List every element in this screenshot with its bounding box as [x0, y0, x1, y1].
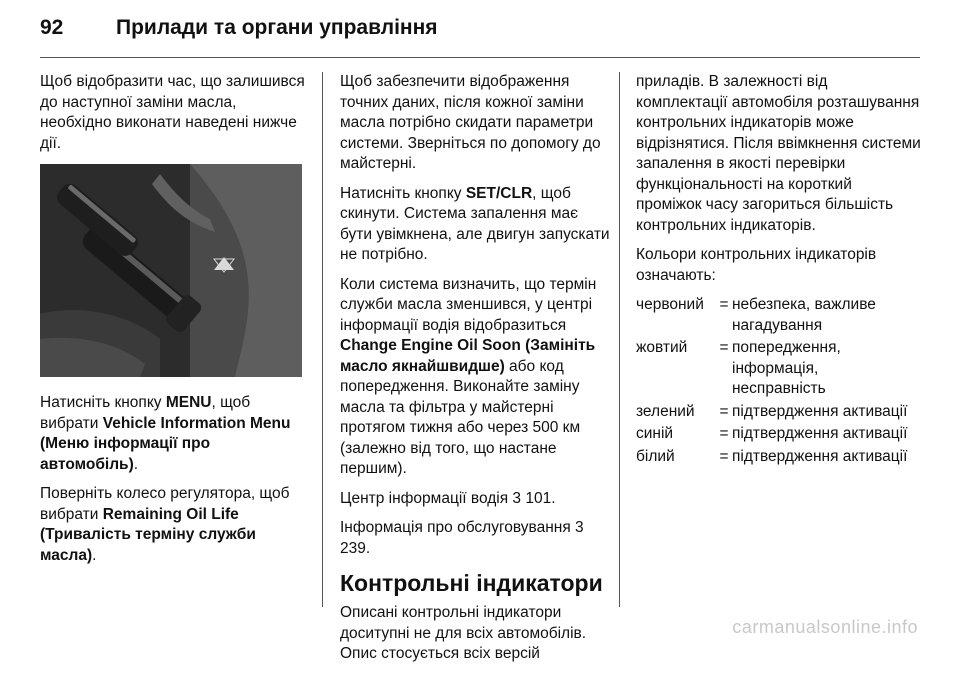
- wheel-instruction: Поверніть колесо регулятора, щоб вибрати Remaining Oil Life (Тривалість терміну служби масла).: [40, 485, 290, 564]
- page-number: 92: [40, 16, 64, 39]
- stalk-control-photo: [40, 164, 302, 377]
- driver-info-ref: Центр інформації водія 3 101.: [340, 489, 556, 507]
- change-oil-paragraph: Коли система визначить, що термін служби масла зменшився, у центрі інформації водія відобразиться Change Engine Oil Soon (Замініть масло якнайшвидше) або код попередження. Виконайте заміну масла та фільтра у майстерні протягом тижня або через 500 км (залежно від того, що настане першим).: [340, 275, 597, 477]
- color-row-white: білий = підтвердження активації: [636, 447, 908, 465]
- column-divider-2: [619, 72, 620, 607]
- indicator-colors-table: [636, 295, 912, 469]
- column-3: [636, 72, 921, 469]
- reference-arrow-icon: 3: [575, 519, 584, 536]
- remaining-oil-life-label: Remaining Oil Life (Тривалість терміну служби масла): [40, 505, 256, 564]
- intro-paragraph: Щоб відобразити час, що залишився до наступної заміни масла, необхідно виконати наведені нижче дії.: [40, 73, 305, 152]
- column-1: [40, 72, 305, 575]
- menu-button-label: MENU: [165, 394, 212, 411]
- color-row-green: зелений = підтвердження активації: [636, 402, 908, 420]
- header-divider: [40, 57, 920, 58]
- set-clr-paragraph: Натисніть кнопку SET/CLR, щоб скинути. Система запалення має бути увімкнена, але двигун запускати не потрібно.: [340, 184, 610, 263]
- change-engine-oil-label: Change Engine Oil Soon (Замініть масло якнайшвидше): [340, 337, 596, 375]
- service-info-ref: Інформація про обслуговування 3 239.: [340, 519, 584, 557]
- watermark: carmanualsonline.info: [732, 617, 918, 637]
- color-row-blue: синій = підтвердження активації: [636, 425, 908, 442]
- column-divider-1: [322, 72, 323, 607]
- set-clr-label: SET/CLR: [465, 184, 533, 202]
- column-2: [340, 72, 612, 674]
- color-row-yellow: жовтий = попередження, інформація, несправність: [636, 339, 841, 397]
- reference-arrow-icon: 3: [512, 489, 522, 507]
- reset-paragraph: Щоб забезпечити відображення точних даних, після кожної заміни масла потрібно скидати параметри системи. Зверніться по допомогу до майстерні.: [340, 73, 601, 172]
- color-row-red: червоний = небезпека, важливе нагадування: [636, 296, 876, 334]
- page-title: Прилади та органи управління: [116, 16, 438, 39]
- indicators-intro: Описані контрольні індикатори доситупні не для всіх автомобілів. Опис стосується всіх версій: [340, 604, 587, 662]
- section-heading: Контрольні індикатори: [340, 570, 603, 596]
- indicators-paragraph: приладів. В залежності від комплектації автомобіля розташування контрольних індикаторів може відрізнятися. Після ввімкнення системи запалення в якості перевірки функціональності на короткий проміжок часу загориться більшість контрольних індикаторів.: [636, 73, 921, 234]
- colors-intro: Кольори контрольних індикаторів означають:: [636, 246, 877, 284]
- menu-instruction: Натисніть кнопку MENU, щоб вибрати Vehicle Information Menu (Меню інформації про автомобіль).: [40, 394, 291, 473]
- page-header: [40, 16, 920, 52]
- vehicle-info-menu-label: Vehicle Information Menu (Меню інформації про автомобіль): [40, 414, 291, 473]
